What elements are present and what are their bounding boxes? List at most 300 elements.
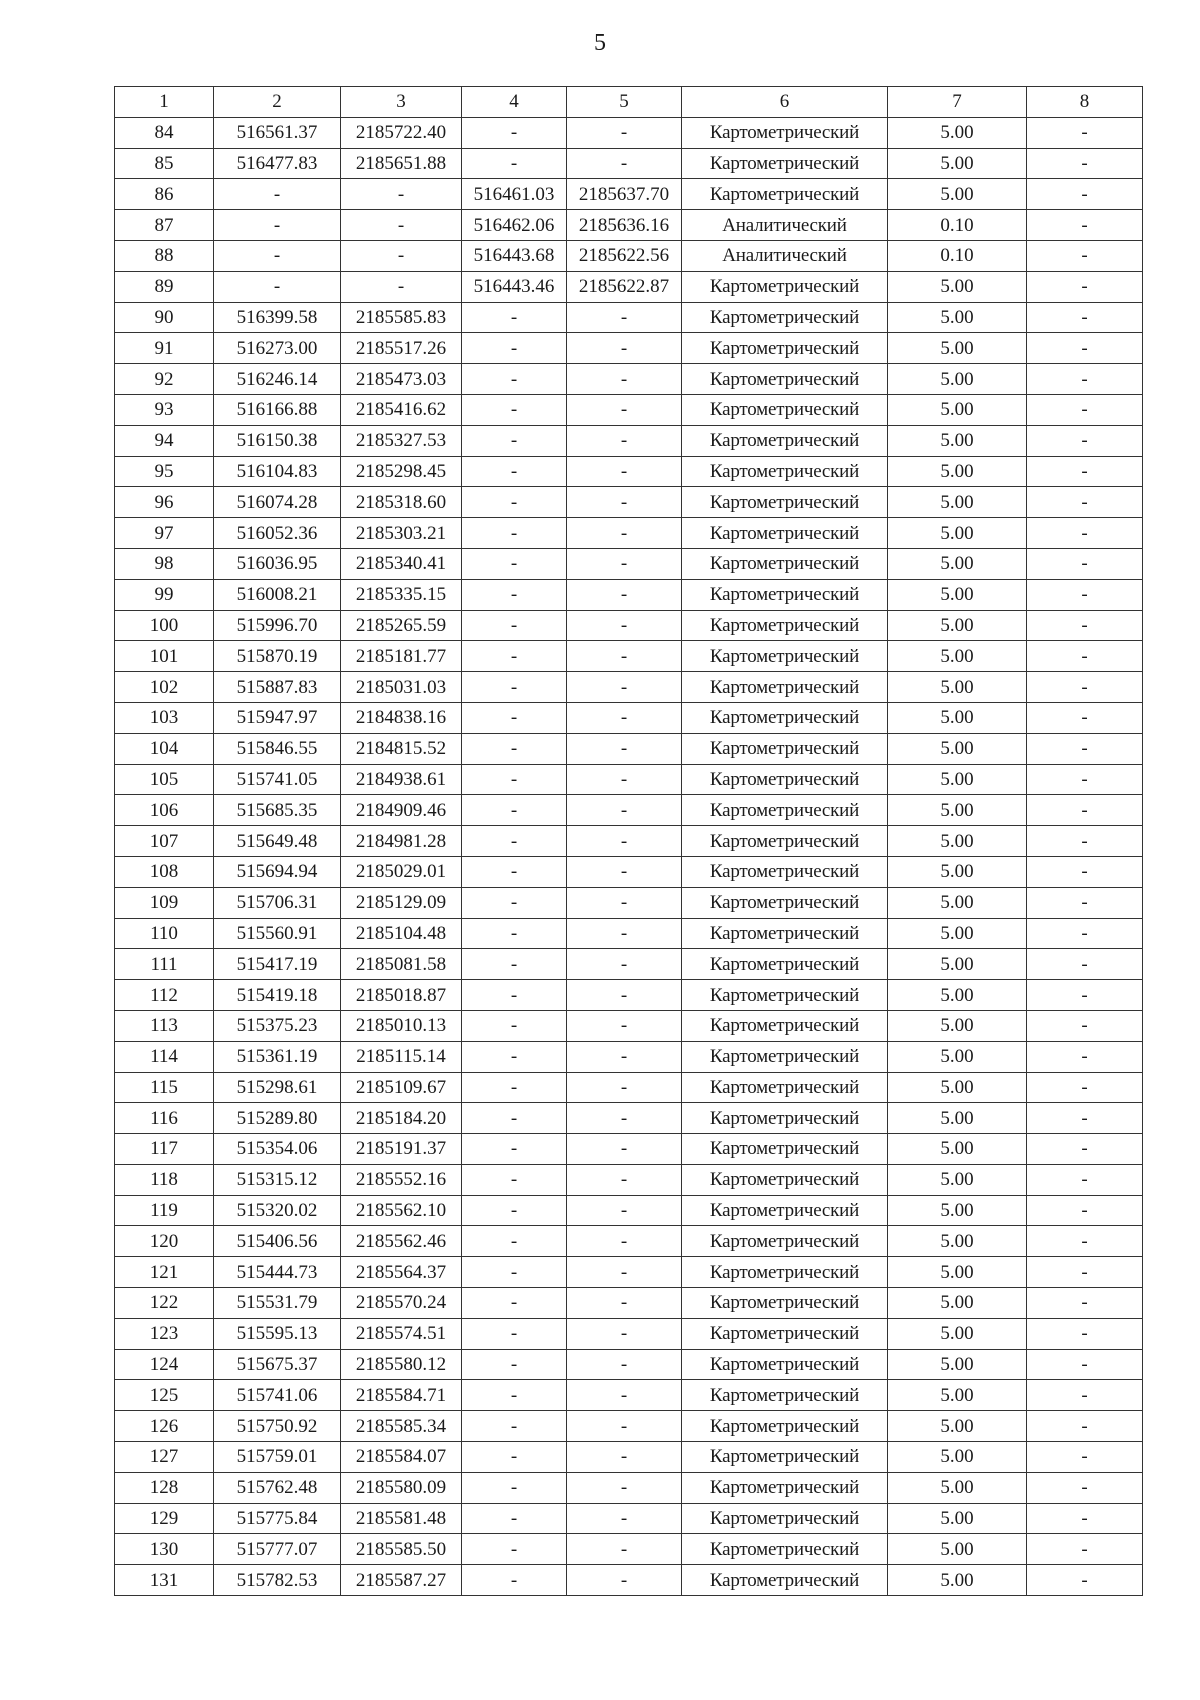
x-new-coordinate-cell: - — [462, 1226, 567, 1257]
y-new-coordinate-cell: - — [567, 733, 682, 764]
method-cell: Картометрический — [682, 1349, 888, 1380]
table-row — [115, 148, 1143, 179]
accuracy-cell: 5.00 — [888, 333, 1027, 364]
x-new-coordinate-cell: - — [462, 1318, 567, 1349]
method-cell: Картометрический — [682, 1041, 888, 1072]
x-coordinate-cell: - — [214, 179, 341, 210]
x-coordinate-cell: 515694.94 — [214, 856, 341, 887]
table-row — [115, 240, 1143, 271]
x-new-coordinate-cell: - — [462, 1442, 567, 1473]
x-coordinate-cell: 515775.84 — [214, 1503, 341, 1534]
accuracy-cell: 5.00 — [888, 425, 1027, 456]
point-number-cell: 92 — [115, 364, 214, 395]
x-coordinate-cell: 515706.31 — [214, 887, 341, 918]
note-cell: - — [1027, 733, 1143, 764]
y-coordinate-cell: - — [341, 210, 462, 241]
note-cell: - — [1027, 487, 1143, 518]
x-new-coordinate-cell: - — [462, 1041, 567, 1072]
x-new-coordinate-cell: - — [462, 579, 567, 610]
column-header: 4 — [462, 87, 567, 118]
note-cell: - — [1027, 1134, 1143, 1165]
note-cell: - — [1027, 1534, 1143, 1565]
y-coordinate-cell: 2185570.24 — [341, 1288, 462, 1319]
method-cell: Аналитический — [682, 240, 888, 271]
y-coordinate-cell: 2185029.01 — [341, 856, 462, 887]
header-row — [115, 87, 1143, 118]
note-cell: - — [1027, 1257, 1143, 1288]
note-cell: - — [1027, 1411, 1143, 1442]
y-new-coordinate-cell: - — [567, 1010, 682, 1041]
method-cell: Картометрический — [682, 548, 888, 579]
x-new-coordinate-cell: - — [462, 1195, 567, 1226]
note-cell: - — [1027, 425, 1143, 456]
x-new-coordinate-cell: - — [462, 856, 567, 887]
y-new-coordinate-cell: - — [567, 1472, 682, 1503]
y-coordinate-cell: 2185181.77 — [341, 641, 462, 672]
table-row — [115, 1318, 1143, 1349]
accuracy-cell: 5.00 — [888, 918, 1027, 949]
y-new-coordinate-cell: - — [567, 795, 682, 826]
note-cell: - — [1027, 210, 1143, 241]
method-cell: Картометрический — [682, 179, 888, 210]
x-coordinate-cell: 515750.92 — [214, 1411, 341, 1442]
x-new-coordinate-cell: - — [462, 733, 567, 764]
accuracy-cell: 5.00 — [888, 1226, 1027, 1257]
y-new-coordinate-cell: - — [567, 918, 682, 949]
method-cell: Картометрический — [682, 949, 888, 980]
note-cell: - — [1027, 1226, 1143, 1257]
method-cell: Картометрический — [682, 733, 888, 764]
x-new-coordinate-cell: - — [462, 826, 567, 857]
point-number-cell: 115 — [115, 1072, 214, 1103]
note-cell: - — [1027, 1472, 1143, 1503]
note-cell: - — [1027, 826, 1143, 857]
note-cell: - — [1027, 672, 1143, 703]
y-coordinate-cell: 2185298.45 — [341, 456, 462, 487]
y-coordinate-cell: 2185651.88 — [341, 148, 462, 179]
x-coordinate-cell: 515759.01 — [214, 1442, 341, 1473]
x-coordinate-cell: 515375.23 — [214, 1010, 341, 1041]
x-coordinate-cell: 515361.19 — [214, 1041, 341, 1072]
y-coordinate-cell: 2185081.58 — [341, 949, 462, 980]
accuracy-cell: 5.00 — [888, 1288, 1027, 1319]
y-new-coordinate-cell: - — [567, 333, 682, 364]
x-new-coordinate-cell: - — [462, 949, 567, 980]
point-number-cell: 86 — [115, 179, 214, 210]
point-number-cell: 97 — [115, 518, 214, 549]
x-new-coordinate-cell: - — [462, 548, 567, 579]
point-number-cell: 89 — [115, 271, 214, 302]
accuracy-cell: 5.00 — [888, 733, 1027, 764]
point-number-cell: 111 — [115, 949, 214, 980]
point-number-cell: 118 — [115, 1164, 214, 1195]
table-row — [115, 487, 1143, 518]
point-number-cell: 107 — [115, 826, 214, 857]
y-new-coordinate-cell: - — [567, 548, 682, 579]
point-number-cell: 88 — [115, 240, 214, 271]
x-coordinate-cell: 516273.00 — [214, 333, 341, 364]
x-coordinate-cell: 515741.05 — [214, 764, 341, 795]
y-new-coordinate-cell: - — [567, 1195, 682, 1226]
table-row — [115, 1226, 1143, 1257]
note-cell: - — [1027, 240, 1143, 271]
x-new-coordinate-cell: - — [462, 1380, 567, 1411]
x-coordinate-cell: 515846.55 — [214, 733, 341, 764]
accuracy-cell: 5.00 — [888, 148, 1027, 179]
accuracy-cell: 5.00 — [888, 1041, 1027, 1072]
y-coordinate-cell: 2185562.10 — [341, 1195, 462, 1226]
table-row — [115, 1103, 1143, 1134]
y-new-coordinate-cell: - — [567, 487, 682, 518]
x-new-coordinate-cell: 516462.06 — [462, 210, 567, 241]
point-number-cell: 113 — [115, 1010, 214, 1041]
accuracy-cell: 0.10 — [888, 210, 1027, 241]
note-cell: - — [1027, 518, 1143, 549]
y-new-coordinate-cell: - — [567, 702, 682, 733]
table-row — [115, 1288, 1143, 1319]
table-row — [115, 117, 1143, 148]
y-coordinate-cell: 2185010.13 — [341, 1010, 462, 1041]
accuracy-cell: 5.00 — [888, 980, 1027, 1011]
x-coordinate-cell: 516150.38 — [214, 425, 341, 456]
note-cell: - — [1027, 795, 1143, 826]
point-number-cell: 94 — [115, 425, 214, 456]
table-row — [115, 672, 1143, 703]
method-cell: Картометрический — [682, 333, 888, 364]
point-number-cell: 85 — [115, 148, 214, 179]
point-number-cell: 126 — [115, 1411, 214, 1442]
point-number-cell: 112 — [115, 980, 214, 1011]
note-cell: - — [1027, 179, 1143, 210]
method-cell: Картометрический — [682, 826, 888, 857]
accuracy-cell: 5.00 — [888, 702, 1027, 733]
accuracy-cell: 5.00 — [888, 487, 1027, 518]
table-row — [115, 733, 1143, 764]
note-cell: - — [1027, 456, 1143, 487]
y-coordinate-cell: 2185265.59 — [341, 610, 462, 641]
accuracy-cell: 5.00 — [888, 856, 1027, 887]
y-new-coordinate-cell: - — [567, 887, 682, 918]
point-number-cell: 117 — [115, 1134, 214, 1165]
x-new-coordinate-cell: - — [462, 1411, 567, 1442]
note-cell: - — [1027, 1195, 1143, 1226]
y-coordinate-cell: 2185564.37 — [341, 1257, 462, 1288]
note-cell: - — [1027, 641, 1143, 672]
x-coordinate-cell: 516561.37 — [214, 117, 341, 148]
accuracy-cell: 5.00 — [888, 764, 1027, 795]
method-cell: Картометрический — [682, 271, 888, 302]
x-coordinate-cell: 515947.97 — [214, 702, 341, 733]
column-header: 8 — [1027, 87, 1143, 118]
x-coordinate-cell: 515741.06 — [214, 1380, 341, 1411]
table-row — [115, 887, 1143, 918]
y-coordinate-cell: 2185562.46 — [341, 1226, 462, 1257]
note-cell: - — [1027, 1164, 1143, 1195]
point-number-cell: 120 — [115, 1226, 214, 1257]
point-number-cell: 123 — [115, 1318, 214, 1349]
accuracy-cell: 0.10 — [888, 240, 1027, 271]
table-row — [115, 702, 1143, 733]
column-header: 3 — [341, 87, 462, 118]
method-cell: Картометрический — [682, 425, 888, 456]
y-coordinate-cell: 2185517.26 — [341, 333, 462, 364]
method-cell: Картометрический — [682, 1164, 888, 1195]
accuracy-cell: 5.00 — [888, 641, 1027, 672]
y-new-coordinate-cell: - — [567, 1072, 682, 1103]
x-coordinate-cell: 515870.19 — [214, 641, 341, 672]
y-coordinate-cell: 2184981.28 — [341, 826, 462, 857]
point-number-cell: 87 — [115, 210, 214, 241]
point-number-cell: 121 — [115, 1257, 214, 1288]
table-row — [115, 271, 1143, 302]
x-new-coordinate-cell: - — [462, 1565, 567, 1596]
x-new-coordinate-cell: - — [462, 518, 567, 549]
point-number-cell: 109 — [115, 887, 214, 918]
x-coordinate-cell: 515406.56 — [214, 1226, 341, 1257]
note-cell: - — [1027, 1380, 1143, 1411]
accuracy-cell: 5.00 — [888, 826, 1027, 857]
point-number-cell: 131 — [115, 1565, 214, 1596]
x-coordinate-cell: 515320.02 — [214, 1195, 341, 1226]
method-cell: Картометрический — [682, 394, 888, 425]
note-cell: - — [1027, 302, 1143, 333]
accuracy-cell: 5.00 — [888, 1442, 1027, 1473]
table-row — [115, 641, 1143, 672]
x-new-coordinate-cell: - — [462, 333, 567, 364]
y-new-coordinate-cell: - — [567, 1380, 682, 1411]
x-coordinate-cell: 515419.18 — [214, 980, 341, 1011]
point-number-cell: 103 — [115, 702, 214, 733]
x-new-coordinate-cell: 516443.46 — [462, 271, 567, 302]
y-new-coordinate-cell: - — [567, 117, 682, 148]
table-row — [115, 425, 1143, 456]
method-cell: Картометрический — [682, 1257, 888, 1288]
y-new-coordinate-cell: - — [567, 1411, 682, 1442]
point-number-cell: 98 — [115, 548, 214, 579]
accuracy-cell: 5.00 — [888, 672, 1027, 703]
x-new-coordinate-cell: - — [462, 641, 567, 672]
method-cell: Картометрический — [682, 672, 888, 703]
method-cell: Картометрический — [682, 1134, 888, 1165]
x-new-coordinate-cell: - — [462, 425, 567, 456]
note-cell: - — [1027, 1349, 1143, 1380]
x-new-coordinate-cell: - — [462, 702, 567, 733]
table-row — [115, 1134, 1143, 1165]
table-row — [115, 826, 1143, 857]
y-new-coordinate-cell: - — [567, 672, 682, 703]
accuracy-cell: 5.00 — [888, 1072, 1027, 1103]
method-cell: Картометрический — [682, 1565, 888, 1596]
x-coordinate-cell: 516036.95 — [214, 548, 341, 579]
y-new-coordinate-cell: - — [567, 856, 682, 887]
y-coordinate-cell: 2185184.20 — [341, 1103, 462, 1134]
point-number-cell: 122 — [115, 1288, 214, 1319]
accuracy-cell: 5.00 — [888, 518, 1027, 549]
x-new-coordinate-cell: - — [462, 1349, 567, 1380]
method-cell: Картометрический — [682, 610, 888, 641]
method-cell: Картометрический — [682, 795, 888, 826]
method-cell: Картометрический — [682, 487, 888, 518]
y-new-coordinate-cell: 2185636.16 — [567, 210, 682, 241]
y-new-coordinate-cell: 2185622.56 — [567, 240, 682, 271]
note-cell: - — [1027, 1072, 1143, 1103]
y-new-coordinate-cell: - — [567, 1288, 682, 1319]
note-cell: - — [1027, 610, 1143, 641]
x-new-coordinate-cell: - — [462, 1134, 567, 1165]
accuracy-cell: 5.00 — [888, 302, 1027, 333]
accuracy-cell: 5.00 — [888, 1411, 1027, 1442]
note-cell: - — [1027, 1318, 1143, 1349]
x-coordinate-cell: 516052.36 — [214, 518, 341, 549]
table-row — [115, 518, 1143, 549]
y-coordinate-cell: 2185191.37 — [341, 1134, 462, 1165]
x-coordinate-cell: 515444.73 — [214, 1257, 341, 1288]
y-new-coordinate-cell: - — [567, 1257, 682, 1288]
x-coordinate-cell: 515685.35 — [214, 795, 341, 826]
method-cell: Картометрический — [682, 579, 888, 610]
method-cell: Картометрический — [682, 856, 888, 887]
y-coordinate-cell: 2185109.67 — [341, 1072, 462, 1103]
x-coordinate-cell: 515762.48 — [214, 1472, 341, 1503]
accuracy-cell: 5.00 — [888, 364, 1027, 395]
y-coordinate-cell: 2185585.83 — [341, 302, 462, 333]
accuracy-cell: 5.00 — [888, 610, 1027, 641]
y-coordinate-cell: 2185581.48 — [341, 1503, 462, 1534]
y-new-coordinate-cell: - — [567, 1503, 682, 1534]
y-new-coordinate-cell: - — [567, 456, 682, 487]
y-new-coordinate-cell: - — [567, 302, 682, 333]
y-coordinate-cell: 2185574.51 — [341, 1318, 462, 1349]
x-new-coordinate-cell: - — [462, 1472, 567, 1503]
x-new-coordinate-cell: - — [462, 1164, 567, 1195]
y-new-coordinate-cell: - — [567, 826, 682, 857]
x-coordinate-cell: 515595.13 — [214, 1318, 341, 1349]
x-new-coordinate-cell: - — [462, 887, 567, 918]
x-coordinate-cell: 516246.14 — [214, 364, 341, 395]
method-cell: Картометрический — [682, 117, 888, 148]
x-new-coordinate-cell: - — [462, 117, 567, 148]
method-cell: Аналитический — [682, 210, 888, 241]
table-row — [115, 456, 1143, 487]
y-new-coordinate-cell: - — [567, 1103, 682, 1134]
x-coordinate-cell: 515675.37 — [214, 1349, 341, 1380]
y-new-coordinate-cell: - — [567, 1534, 682, 1565]
table-row — [115, 1195, 1143, 1226]
accuracy-cell: 5.00 — [888, 1472, 1027, 1503]
y-new-coordinate-cell: 2185637.70 — [567, 179, 682, 210]
note-cell: - — [1027, 1288, 1143, 1319]
y-new-coordinate-cell: - — [567, 364, 682, 395]
accuracy-cell: 5.00 — [888, 795, 1027, 826]
y-new-coordinate-cell: - — [567, 148, 682, 179]
method-cell: Картометрический — [682, 641, 888, 672]
table-row — [115, 1164, 1143, 1195]
note-cell: - — [1027, 1442, 1143, 1473]
point-number-cell: 124 — [115, 1349, 214, 1380]
point-number-cell: 130 — [115, 1534, 214, 1565]
y-coordinate-cell: 2185584.71 — [341, 1380, 462, 1411]
point-number-cell: 106 — [115, 795, 214, 826]
y-coordinate-cell: 2185340.41 — [341, 548, 462, 579]
x-coordinate-cell: 516104.83 — [214, 456, 341, 487]
note-cell: - — [1027, 1041, 1143, 1072]
point-number-cell: 95 — [115, 456, 214, 487]
note-cell: - — [1027, 1103, 1143, 1134]
method-cell: Картометрический — [682, 364, 888, 395]
y-new-coordinate-cell: - — [567, 764, 682, 795]
accuracy-cell: 5.00 — [888, 1318, 1027, 1349]
y-coordinate-cell: 2185722.40 — [341, 117, 462, 148]
note-cell: - — [1027, 918, 1143, 949]
x-new-coordinate-cell: - — [462, 1503, 567, 1534]
method-cell: Картометрический — [682, 1318, 888, 1349]
method-cell: Картометрический — [682, 980, 888, 1011]
table-row — [115, 1503, 1143, 1534]
x-new-coordinate-cell: - — [462, 394, 567, 425]
accuracy-cell: 5.00 — [888, 1195, 1027, 1226]
method-cell: Картометрический — [682, 1288, 888, 1319]
table-row — [115, 1472, 1143, 1503]
y-new-coordinate-cell: - — [567, 1134, 682, 1165]
point-number-cell: 93 — [115, 394, 214, 425]
note-cell: - — [1027, 887, 1143, 918]
point-number-cell: 127 — [115, 1442, 214, 1473]
x-coordinate-cell: - — [214, 240, 341, 271]
table-row — [115, 795, 1143, 826]
x-new-coordinate-cell: 516443.68 — [462, 240, 567, 271]
page-number: 5 — [594, 30, 606, 56]
method-cell: Картометрический — [682, 1411, 888, 1442]
x-coordinate-cell: 515996.70 — [214, 610, 341, 641]
method-cell: Картометрический — [682, 764, 888, 795]
x-coordinate-cell: 516166.88 — [214, 394, 341, 425]
y-new-coordinate-cell: - — [567, 1349, 682, 1380]
point-number-cell: 102 — [115, 672, 214, 703]
x-new-coordinate-cell: - — [462, 364, 567, 395]
y-new-coordinate-cell: - — [567, 579, 682, 610]
accuracy-cell: 5.00 — [888, 1164, 1027, 1195]
x-coordinate-cell: 515560.91 — [214, 918, 341, 949]
table-row — [115, 1411, 1143, 1442]
method-cell: Картометрический — [682, 1226, 888, 1257]
x-coordinate-cell: 516008.21 — [214, 579, 341, 610]
y-coordinate-cell: 2185327.53 — [341, 425, 462, 456]
method-cell: Картометрический — [682, 1072, 888, 1103]
table-body — [115, 117, 1143, 1595]
table-row — [115, 1010, 1143, 1041]
point-number-cell: 104 — [115, 733, 214, 764]
accuracy-cell: 5.00 — [888, 887, 1027, 918]
y-coordinate-cell: 2185335.15 — [341, 579, 462, 610]
y-new-coordinate-cell: - — [567, 518, 682, 549]
point-number-cell: 84 — [115, 117, 214, 148]
x-coordinate-cell: 515531.79 — [214, 1288, 341, 1319]
note-cell: - — [1027, 333, 1143, 364]
x-new-coordinate-cell: - — [462, 302, 567, 333]
table-row — [115, 1257, 1143, 1288]
note-cell: - — [1027, 1565, 1143, 1596]
column-header: 5 — [567, 87, 682, 118]
note-cell: - — [1027, 980, 1143, 1011]
note-cell: - — [1027, 148, 1143, 179]
x-new-coordinate-cell: - — [462, 487, 567, 518]
note-cell: - — [1027, 548, 1143, 579]
x-new-coordinate-cell: - — [462, 610, 567, 641]
point-number-cell: 108 — [115, 856, 214, 887]
accuracy-cell: 5.00 — [888, 579, 1027, 610]
note-cell: - — [1027, 949, 1143, 980]
accuracy-cell: 5.00 — [888, 548, 1027, 579]
